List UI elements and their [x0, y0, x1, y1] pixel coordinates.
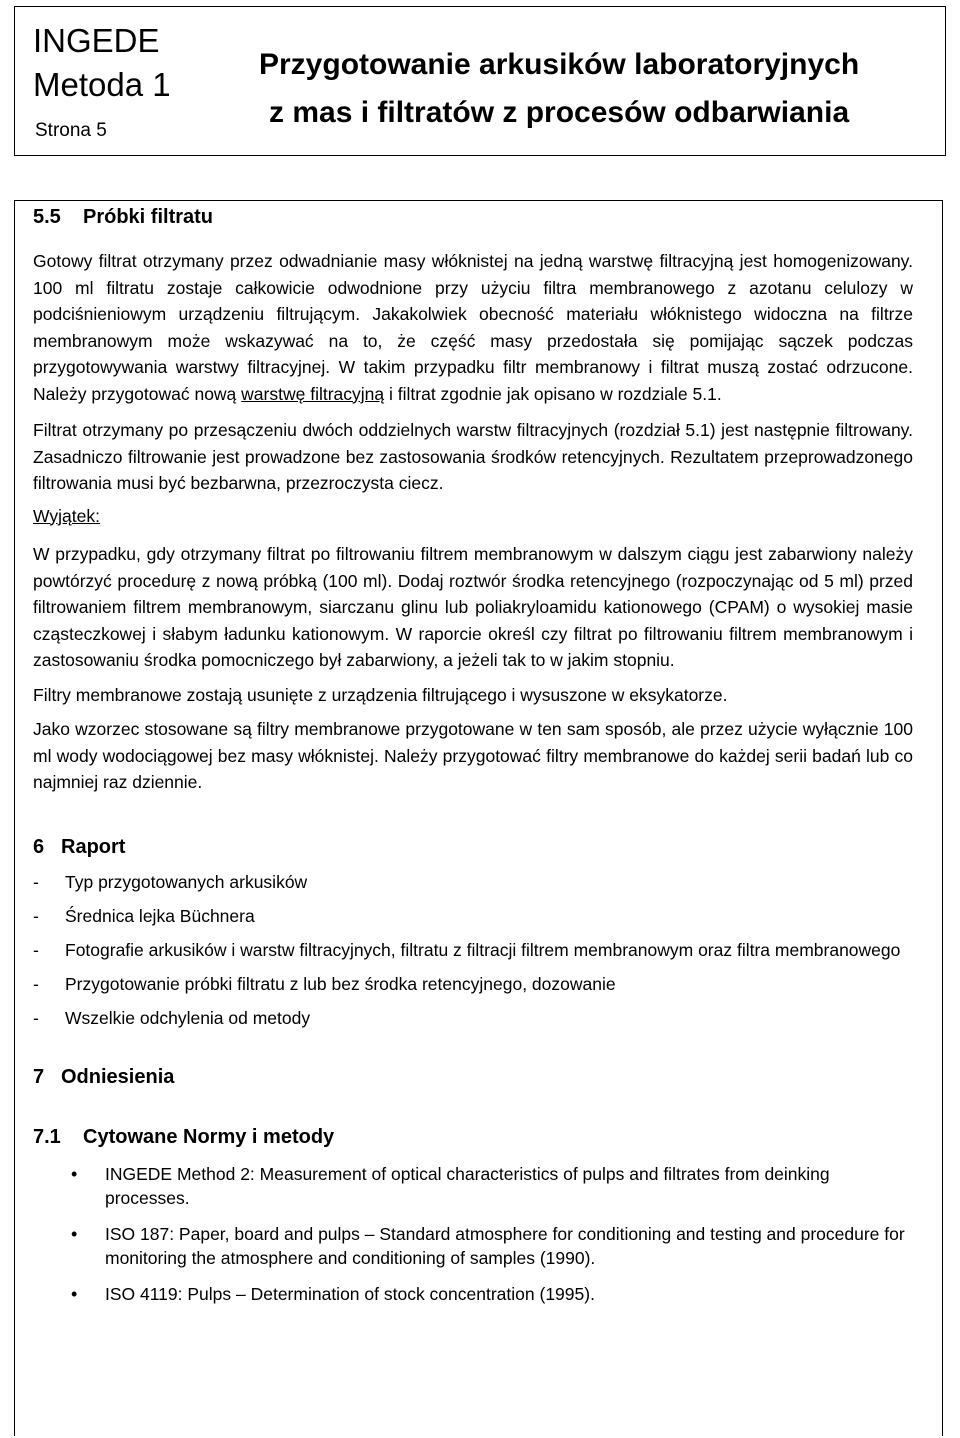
- section-title: Cytowane Normy i metody: [83, 1125, 335, 1148]
- list-item: - Wszelkie odchylenia od metody: [33, 1006, 913, 1030]
- paragraph-reference-standard: Jako wzorzec stosowane są filtry membranowe przygotowane w ten sam sposób, ale przez użycie wyłącznie 100 ml wody wodociągowej bez masy włóknistej. Należy przygotować filtry membranowe do każdej serii badań lub co najmniej raz dziennie.: [33, 719, 913, 792]
- section-title: Raport: [61, 835, 126, 858]
- section-7-1-heading: [33, 1124, 913, 1150]
- page-header: [14, 6, 946, 156]
- exception-label: Wyjątek:: [33, 505, 100, 526]
- list-item: • ISO 4119: Pulps – Determination of stock concentration (1995).: [33, 1282, 913, 1306]
- section-number: 7: [33, 1065, 45, 1088]
- section-title: Próbki filtratu: [83, 206, 214, 228]
- section-7-heading: [33, 1064, 913, 1090]
- header-title-line1: Przygotowanie arkusików laboratoryjnych: [259, 48, 860, 81]
- section-6-heading: [33, 834, 913, 860]
- paragraph-text: i filtrat zgodnie jak opisano w rozdziale 5.1.: [384, 383, 722, 404]
- paragraph-filtrate-preparation: [33, 248, 913, 407]
- section-5-5-heading: [33, 204, 913, 230]
- section-title: Odniesienia: [61, 1065, 175, 1088]
- underlined-term: warstwę filtracyjną: [241, 383, 385, 404]
- references-list: [33, 1162, 913, 1306]
- section-number: 6: [33, 835, 45, 858]
- content-frame: [14, 200, 943, 1436]
- document-body: [33, 201, 913, 1306]
- section-number: 5.5: [33, 206, 61, 228]
- header-method: Metoda 1: [33, 66, 171, 103]
- paragraph-membrane-filters: Filtry membranowe zostają usunięte z urządzenia filtrującego i wysuszone w eksykatorze.: [33, 684, 728, 705]
- header-title-line2: z mas i filtratów z procesów odbarwiania: [269, 96, 850, 129]
- list-item: - Przygotowanie próbki filtratu z lub bez środka retencyjnego, dozowanie: [33, 972, 913, 996]
- paragraph-filtration: Filtrat otrzymany po przesączeniu dwóch oddzielnych warstw filtracyjnych (rozdział 5.1) jest następnie filtrowany. Zasadniczo filtrowanie jest prowadzone bez zastosowania środków retencyjnych. Rezultatem przeprowadzonego filtrowania musi być bezbarwna, przezroczysta ciecz.: [33, 420, 913, 493]
- paragraph-exception: W przypadku, gdy otrzymany filtrat po filtrowaniu filtrem membranowym w dalszym ciągu jest zabarwiony należy powtórzyć procedurę z nową próbką (100 ml). Dodaj roztwór środka retencyjnego (rozpoczynając od 5 ml) przed filtrowaniem filtrem membranowym, siarczanu glinu lub poliakryloamidu kationowego (CPAM) o wysokiej masie cząsteczkowej i słabym ładunku kationowym. W raporcie określ czy filtrat po filtrowaniu filtrem membranowym i zastosowaniu środka pomocniczego był zabarwiony, a jeżeli tak to w jakim stopniu.: [33, 544, 913, 670]
- list-item: - Fotografie arkusików i warstw filtracyjnych, filtratu z filtracji filtrem membranowym oraz filtra membranowego: [33, 938, 913, 962]
- paragraph-text: Gotowy filtrat otrzymany przez odwadnianie masy włóknistej na jedną warstwę filtracyjną jest homogenizowany. 100 ml filtratu zostaje całkowicie odwodnione przy użyciu filtra membranowego z azotanu celulozy w podciśnieniowym urządzeniu filtrującym. Jakakolwiek obecność materiału włóknistego widoczna na filtrze membranowym może wskazywać na to, że część masy przedostała się pomijając sączek podczas przygotowywania warstwy filtracyjnej. W takim przypadku filtr membranowy i filtrat muszą zostać odrzucone. Należy przygotować nową: [33, 251, 913, 404]
- list-item: • INGEDE Method 2: Measurement of optical characteristics of pulps and filtrates from deinking processes.: [33, 1162, 913, 1210]
- list-item: • ISO 187: Paper, board and pulps – Standard atmosphere for conditioning and testing and procedure for monitoring the atmosphere and conditioning of samples (1990).: [33, 1222, 913, 1270]
- header-page-number: Strona 5: [35, 120, 107, 141]
- report-list: [33, 870, 913, 1030]
- section-number: 7.1: [33, 1125, 61, 1148]
- list-item: - Typ przygotowanych arkusików: [33, 870, 913, 894]
- list-item: - Średnica lejka Büchnera: [33, 904, 913, 928]
- header-organization: INGEDE: [33, 22, 160, 59]
